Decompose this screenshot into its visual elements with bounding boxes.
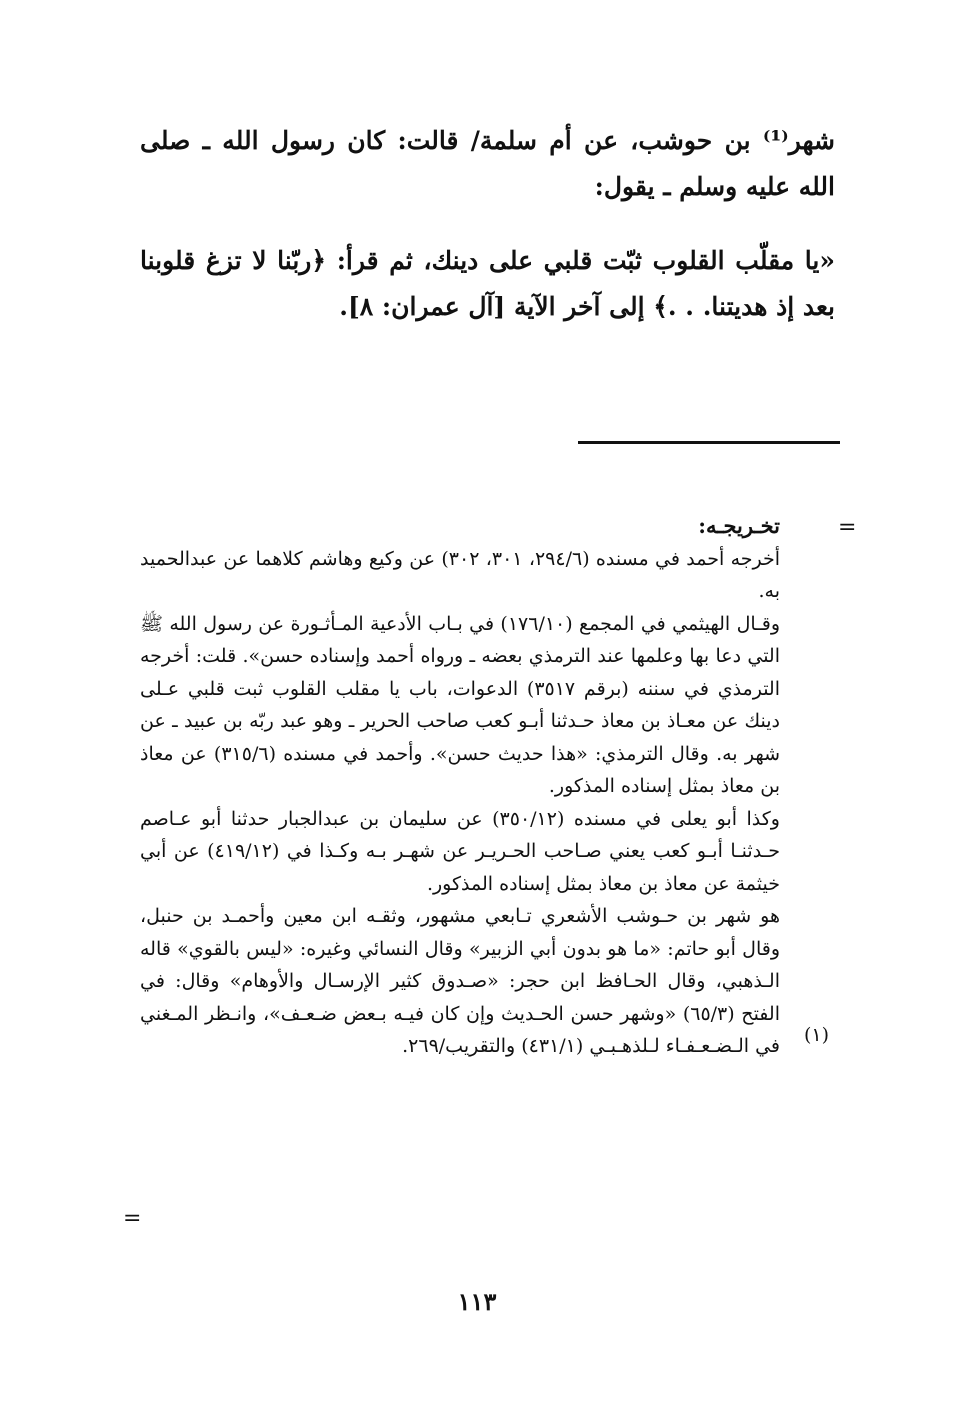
footnotes-section (140, 510, 780, 1063)
footnote-separator-line (578, 441, 840, 444)
footnote-paragraph-1: أخرجه أحمد في مسنده (٢٩٤/٦، ٣٠١، ٣٠٢) عن وكيع وهاشم كلاهما عن عبدالحميد به. (140, 547, 781, 602)
main-paragraph-2: «يا مقلّب القلوب ثبّت قلبي على دينك، ثم قرأ: ﴿ربّنا لا تزغ قلوبنا بعد إذ هديتنا. . .﴾ إلى آخر الآية [آل عمران: ٨]. (140, 246, 835, 321)
takhrij-heading: تخـريجـه: (698, 513, 780, 538)
footnote-1-marker: (١) (803, 1024, 829, 1046)
main-paragraph-1: شهر⁽¹⁾ بن حوشب، عن أم سلمة/ قالت: كان رسول الله ـ صلى الله عليه وسلم ـ يقول: (140, 126, 835, 201)
page-number: ١١٣ (457, 1287, 497, 1316)
continuation-mark-bottom: = (123, 1206, 142, 1231)
footnote-1-text: هو شهر بن حـوشب الأشعري تـابعي مشهور، وثقـه ابن معين وأحمـد بن حنبل، وقال أبو حاتم: «ما هو بدون أبي الزبير» وقال النسائي وغيره: «ليس بالقوي» قاله الـذهبي، وقال الحـافظ ابن حجر: «صـدوق كثير الإرسـال والأوهام» وقال: في الفتح (٦٥/٣) «وشهر حسن الحـديث وإن كان فيـه بـعض ضـعـف»، وانـظر المـغني في الـضـعـفـاء لـلذهـبـي (٤٣١/١) والتقريب/٢٦٩. (140, 905, 780, 1057)
continuation-mark-top: = (838, 515, 857, 540)
footnote-paragraph-3: وكذا أبو يعلى في مسنده (٣٥٠/١٢) عن سليمان بن عبدالجبار حدثنا أبو عـاصم حـدثنـا أبـو كعب يعني صـاحب الحـريـر عن شهـر بـه وكـذا في (٤١٩/١٢) عن أبي خيثمة عن معاذ بن معاذ بمثل إسناده المذكور. (140, 807, 780, 895)
footnote-paragraph-2: وقـال الهيثمي في المجمع (١٧٦/١٠) في بـاب الأدعية المـأثـورة عن رسول الله ﷺ التي دعا بها وعلمها عند الترمذي بعضه ـ ورواه أحمد وإسناده حسن». قلت: أخرجه الترمذي في سننه (برقم ٣٥١٧) الدعوات، باب يا مقلب القلوب ثبت قلبي عـلى دينك عن معـاذ بن معاذ حـدثنا أبـو كعب صاحب الحرير ـ وهو عبد ربّه بن عبيد ـ عن شهر به. وقال الترمذي: «هذا حديث حسن». وأحمد في مسنده (٣١٥/٦) عن معاذ بن معاذ بمثل إسناده المذكور. (140, 612, 780, 797)
main-text (140, 118, 835, 330)
